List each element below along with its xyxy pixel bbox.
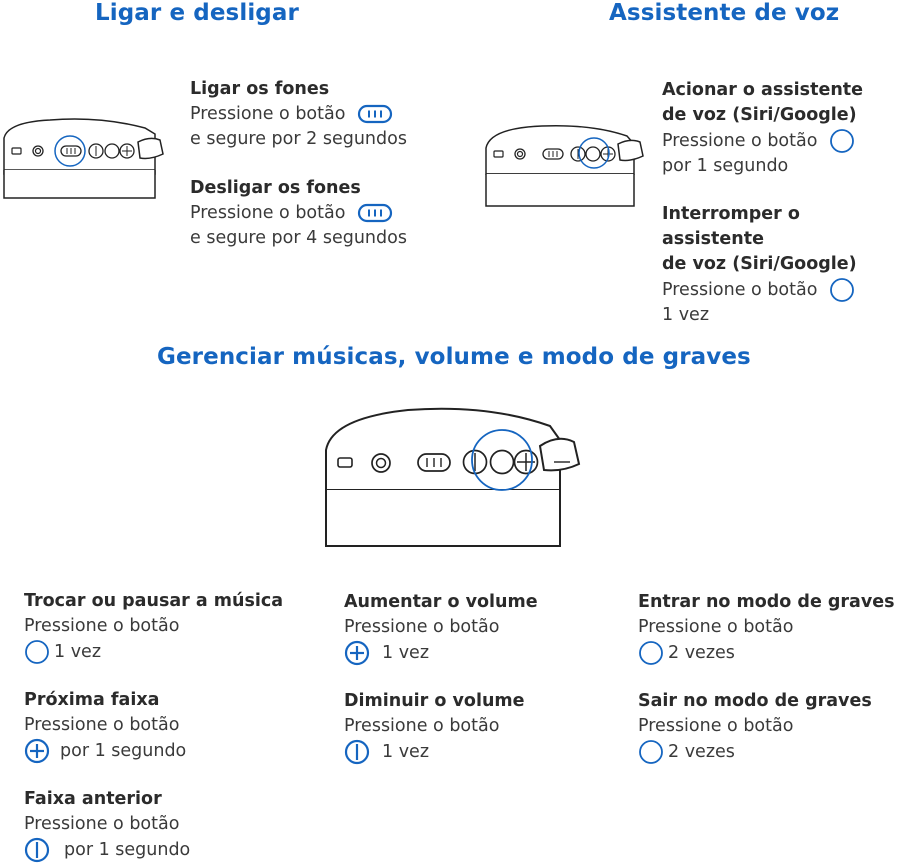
- power-on-title: Ligar os fones: [190, 79, 330, 99]
- headphone-buttons-illustration-assistant: [482, 118, 652, 210]
- power-off-line2: e segure por 4 segundos: [190, 228, 407, 248]
- next-track-title: Próxima faixa: [24, 690, 160, 710]
- power-on-instructions: [190, 77, 407, 152]
- assistant-activate-line1: Pressione o botão: [662, 131, 818, 151]
- assistant-stop-instructions: [662, 202, 904, 328]
- previous-track-instructions: [24, 787, 190, 863]
- assistant-stop-line2: 1 vez: [662, 305, 710, 325]
- music-section-heading: Gerenciar músicas, volume e modo de graves: [157, 344, 751, 370]
- volume-up-line2: 1 vez: [382, 643, 430, 663]
- bass-mode-off-title: Sair no modo de graves: [638, 691, 872, 711]
- volume-down-title: Diminuir o volume: [344, 691, 525, 711]
- bass-mode-off-line1: Pressione o botão: [638, 716, 794, 736]
- headphone-buttons-illustration-power: [0, 108, 170, 200]
- power-button-icon: [357, 203, 393, 223]
- assistant-stop-line1: Pressione o botão: [662, 280, 818, 300]
- volume-down-button-icon: [24, 837, 50, 863]
- volume-down-line1: Pressione o botão: [344, 716, 500, 736]
- assistant-activate-title-2: de voz (Siri/Google): [662, 105, 857, 125]
- headphone-buttons-illustration-music: [318, 400, 588, 550]
- play-pause-instructions: [24, 589, 283, 665]
- previous-track-line2: por 1 segundo: [64, 840, 191, 860]
- multifunction-button-icon: [638, 739, 664, 765]
- play-pause-line1: Pressione o botão: [24, 616, 180, 636]
- bass-mode-on-instructions: [638, 590, 895, 666]
- assistant-section-heading: Assistente de voz: [609, 0, 840, 26]
- bass-mode-off-instructions: [638, 689, 872, 765]
- play-pause-title: Trocar ou pausar a música: [24, 591, 284, 611]
- multifunction-button-icon: [829, 277, 855, 303]
- bass-mode-off-line2: 2 vezes: [668, 742, 735, 762]
- next-track-instructions: [24, 688, 186, 764]
- bass-mode-on-line2: 2 vezes: [668, 643, 735, 663]
- power-button-icon: [357, 104, 393, 124]
- previous-track-title: Faixa anterior: [24, 789, 162, 809]
- multifunction-button-icon: [24, 639, 50, 665]
- volume-down-line2: 1 vez: [382, 742, 430, 762]
- assistant-stop-title-1: Interromper o assistente: [662, 204, 800, 249]
- volume-up-button-icon: [24, 738, 50, 764]
- play-pause-line2: 1 vez: [54, 642, 102, 662]
- power-off-line1: Pressione o botão: [190, 203, 346, 223]
- power-on-line2: e segure por 2 segundos: [190, 129, 407, 149]
- volume-down-instructions: [344, 689, 525, 765]
- volume-up-title: Aumentar o volume: [344, 592, 538, 612]
- power-off-instructions: [190, 176, 407, 251]
- volume-up-instructions: [344, 590, 538, 666]
- assistant-activate-title-1: Acionar o assistente: [662, 80, 864, 100]
- next-track-line1: Pressione o botão: [24, 715, 180, 735]
- multifunction-button-icon: [829, 128, 855, 154]
- next-track-line2: por 1 segundo: [60, 741, 187, 761]
- assistant-activate-line2: por 1 segundo: [662, 156, 789, 176]
- assistant-stop-title-2: de voz (Siri/Google): [662, 254, 857, 274]
- volume-up-line1: Pressione o botão: [344, 617, 500, 637]
- volume-up-button-icon: [344, 640, 370, 666]
- assistant-activate-instructions: [662, 78, 863, 179]
- bass-mode-on-title: Entrar no modo de graves: [638, 592, 895, 612]
- bass-mode-on-line1: Pressione o botão: [638, 617, 794, 637]
- power-on-line1: Pressione o botão: [190, 104, 346, 124]
- multifunction-button-icon: [638, 640, 664, 666]
- previous-track-line1: Pressione o botão: [24, 814, 180, 834]
- power-off-title: Desligar os fones: [190, 178, 361, 198]
- power-section-heading: Ligar e desligar: [95, 0, 299, 26]
- volume-down-button-icon: [344, 739, 370, 765]
